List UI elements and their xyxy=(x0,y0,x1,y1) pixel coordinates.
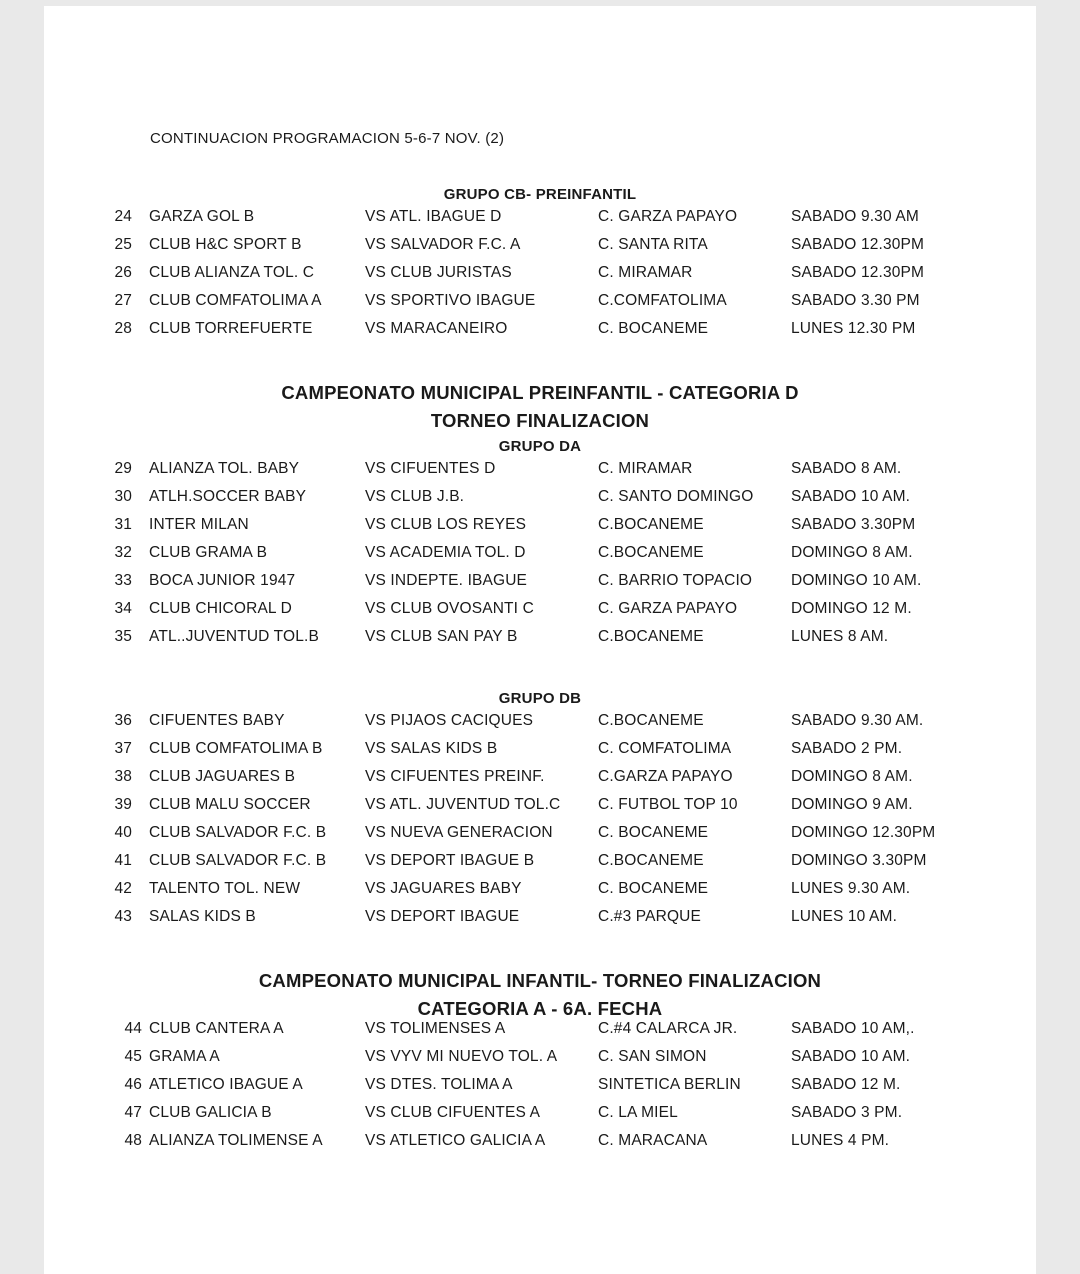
home-team: CLUB JAGUARES B xyxy=(149,768,296,785)
match-time: SABADO 12.30PM xyxy=(791,264,925,281)
match-row xyxy=(44,320,1036,342)
home-team: ALIANZA TOL. BABY xyxy=(149,460,300,477)
away-team: VS CLUB J.B. xyxy=(365,488,465,505)
away-team: VS SPORTIVO IBAGUE xyxy=(365,292,536,309)
match-time: SABADO 2 PM. xyxy=(791,740,903,757)
match-row xyxy=(44,264,1036,286)
venue: C. GARZA PAPAYO xyxy=(598,600,738,617)
away-team: VS MARACANEIRO xyxy=(365,320,508,337)
home-team: CLUB GALICIA B xyxy=(149,1104,272,1121)
match-number: 44 xyxy=(124,1020,142,1037)
venue: C.#4 CALARCA JR. xyxy=(598,1020,738,1037)
home-team: TALENTO TOL. NEW xyxy=(149,880,301,897)
home-team: CLUB COMFATOLIMA B xyxy=(149,740,323,757)
match-number: 47 xyxy=(124,1104,142,1121)
away-team: VS ATL. IBAGUE D xyxy=(365,208,502,225)
home-team: CLUB CANTERA A xyxy=(149,1020,284,1037)
home-team: CIFUENTES BABY xyxy=(149,712,285,729)
match-row xyxy=(44,712,1036,734)
venue: C.BOCANEME xyxy=(598,516,704,533)
document-heading: CONTINUACION PROGRAMACION 5-6-7 NOV. (2) xyxy=(150,130,505,147)
section-title: CAMPEONATO MUNICIPAL INFANTIL- TORNEO FINALIZACION xyxy=(258,970,822,991)
match-row xyxy=(44,460,1036,482)
venue: C.GARZA PAPAYO xyxy=(598,768,733,785)
match-time: SABADO 3.30PM xyxy=(791,516,916,533)
away-team: VS ATL. JUVENTUD TOL.C xyxy=(365,796,561,813)
venue: C. COMFATOLIMA xyxy=(598,740,732,757)
match-time: SABADO 9.30 AM. xyxy=(791,712,924,729)
away-team: VS ATLETICO GALICIA A xyxy=(365,1132,546,1149)
away-team: VS CIFUENTES PREINF. xyxy=(365,768,545,785)
match-row xyxy=(44,236,1036,258)
match-row xyxy=(44,208,1036,230)
away-team: VS CLUB SAN PAY B xyxy=(365,628,518,645)
match-time: SABADO 3.30 PM xyxy=(791,292,920,309)
match-time: DOMINGO 12 M. xyxy=(791,600,912,617)
match-time: LUNES 10 AM. xyxy=(791,908,898,925)
match-number: 40 xyxy=(114,824,132,841)
match-time: LUNES 8 AM. xyxy=(791,628,889,645)
match-time: DOMINGO 8 AM. xyxy=(791,768,913,785)
away-team: VS CIFUENTES D xyxy=(365,460,496,477)
match-row xyxy=(44,544,1036,566)
match-time: SABADO 10 AM. xyxy=(791,1048,911,1065)
match-number: 27 xyxy=(114,292,132,309)
home-team: BOCA JUNIOR 1947 xyxy=(149,572,296,589)
venue: C.BOCANEME xyxy=(598,628,704,645)
venue: C. SAN SIMON xyxy=(598,1048,707,1065)
venue: C. BOCANEME xyxy=(598,824,709,841)
match-number: 34 xyxy=(114,600,132,617)
document-page xyxy=(44,6,1036,1274)
match-number: 43 xyxy=(114,908,132,925)
match-row xyxy=(44,292,1036,314)
venue: C. MIRAMAR xyxy=(598,460,693,477)
home-team: CLUB H&C SPORT B xyxy=(149,236,302,253)
venue: C.BOCANEME xyxy=(598,544,704,561)
match-number: 26 xyxy=(114,264,132,281)
match-number: 46 xyxy=(124,1076,142,1093)
match-row xyxy=(44,628,1036,650)
home-team: CLUB ALIANZA TOL. C xyxy=(149,264,315,281)
home-team: ATL..JUVENTUD TOL.B xyxy=(149,628,319,645)
match-number: 30 xyxy=(114,488,132,505)
match-number: 32 xyxy=(114,544,132,561)
match-number: 38 xyxy=(114,768,132,785)
match-row xyxy=(44,1076,1036,1098)
venue: C. LA MIEL xyxy=(598,1104,678,1121)
venue: C.BOCANEME xyxy=(598,712,704,729)
away-team: VS DEPORT IBAGUE B xyxy=(365,852,535,869)
venue: SINTETICA BERLIN xyxy=(598,1076,741,1093)
home-team: ATLETICO IBAGUE A xyxy=(149,1076,303,1093)
match-time: DOMINGO 8 AM. xyxy=(791,544,913,561)
match-time: DOMINGO 9 AM. xyxy=(791,796,913,813)
home-team: CLUB TORREFUERTE xyxy=(149,320,313,337)
home-team: GARZA GOL B xyxy=(149,208,255,225)
match-time: LUNES 12.30 PM xyxy=(791,320,916,337)
away-team: VS SALAS KIDS B xyxy=(365,740,498,757)
match-time: SABADO 3 PM. xyxy=(791,1104,903,1121)
match-row xyxy=(44,1048,1036,1070)
venue: C. BOCANEME xyxy=(598,320,709,337)
match-number: 42 xyxy=(114,880,132,897)
venue: C. MIRAMAR xyxy=(598,264,693,281)
match-number: 24 xyxy=(114,208,132,225)
home-team: CLUB GRAMA B xyxy=(149,544,268,561)
match-row xyxy=(44,572,1036,594)
venue: C. GARZA PAPAYO xyxy=(598,208,738,225)
match-row xyxy=(44,908,1036,930)
match-time: SABADO 10 AM,. xyxy=(791,1020,915,1037)
venue: C.#3 PARQUE xyxy=(598,908,702,925)
home-team: INTER MILAN xyxy=(149,516,249,533)
home-team: CLUB COMFATOLIMA A xyxy=(149,292,322,309)
venue: C. FUTBOL TOP 10 xyxy=(598,796,738,813)
venue: C. BARRIO TOPACIO xyxy=(598,572,753,589)
group-title: GRUPO DA xyxy=(498,438,582,455)
match-number: 29 xyxy=(114,460,132,477)
match-row xyxy=(44,796,1036,818)
group-title: GRUPO DB xyxy=(498,690,582,707)
match-row xyxy=(44,600,1036,622)
match-time: SABADO 8 AM. xyxy=(791,460,902,477)
match-number: 41 xyxy=(114,852,132,869)
away-team: VS CLUB CIFUENTES A xyxy=(365,1104,541,1121)
match-row xyxy=(44,1104,1036,1126)
match-time: DOMINGO 3.30PM xyxy=(791,852,927,869)
away-team: VS INDEPTE. IBAGUE xyxy=(365,572,528,589)
match-time: SABADO 12 M. xyxy=(791,1076,901,1093)
away-team: VS VYV MI NUEVO TOL. A xyxy=(365,1048,558,1065)
match-time: SABADO 10 AM. xyxy=(791,488,911,505)
match-row xyxy=(44,1132,1036,1154)
away-team: VS ACADEMIA TOL. D xyxy=(365,544,526,561)
match-number: 48 xyxy=(124,1132,142,1149)
match-number: 45 xyxy=(124,1048,142,1065)
match-time: LUNES 4 PM. xyxy=(791,1132,890,1149)
away-team: VS DEPORT IBAGUE xyxy=(365,908,520,925)
match-row xyxy=(44,824,1036,846)
away-team: VS PIJAOS CACIQUES xyxy=(365,712,534,729)
match-number: 36 xyxy=(114,712,132,729)
match-number: 28 xyxy=(114,320,132,337)
match-number: 35 xyxy=(114,628,132,645)
match-time: DOMINGO 12.30PM xyxy=(791,824,936,841)
match-row xyxy=(44,516,1036,538)
venue: C. BOCANEME xyxy=(598,880,709,897)
match-time: DOMINGO 10 AM. xyxy=(791,572,922,589)
away-team: VS SALVADOR F.C. A xyxy=(365,236,521,253)
match-number: 25 xyxy=(114,236,132,253)
match-number: 37 xyxy=(114,740,132,757)
match-row xyxy=(44,880,1036,902)
away-team: VS CLUB JURISTAS xyxy=(365,264,512,281)
venue: C. SANTO DOMINGO xyxy=(598,488,754,505)
match-number: 39 xyxy=(114,796,132,813)
match-row xyxy=(44,740,1036,762)
away-team: VS CLUB OVOSANTI C xyxy=(365,600,534,617)
match-time: LUNES 9.30 AM. xyxy=(791,880,911,897)
section-title: CAMPEONATO MUNICIPAL PREINFANTIL - CATEGORIA D xyxy=(281,382,799,403)
match-row xyxy=(44,1020,1036,1042)
match-number: 33 xyxy=(114,572,132,589)
home-team: GRAMA A xyxy=(149,1048,220,1065)
match-time: SABADO 12.30PM xyxy=(791,236,925,253)
venue: C. MARACANA xyxy=(598,1132,708,1149)
match-number: 31 xyxy=(114,516,132,533)
home-team: CLUB SALVADOR F.C. B xyxy=(149,852,327,869)
match-row xyxy=(44,768,1036,790)
match-time: SABADO 9.30 AM xyxy=(791,208,919,225)
home-team: SALAS KIDS B xyxy=(149,908,256,925)
venue: C.COMFATOLIMA xyxy=(598,292,727,309)
away-team: VS DTES. TOLIMA A xyxy=(365,1076,513,1093)
venue: C. SANTA RITA xyxy=(598,236,708,253)
home-team: ATLH.SOCCER BABY xyxy=(149,488,307,505)
home-team: CLUB MALU SOCCER xyxy=(149,796,311,813)
section-subtitle: CATEGORIA A - 6A. FECHA xyxy=(417,998,663,1019)
away-team: VS NUEVA GENERACION xyxy=(365,824,553,841)
match-row xyxy=(44,488,1036,510)
group-title: GRUPO CB- PREINFANTIL xyxy=(443,186,637,203)
venue: C.BOCANEME xyxy=(598,852,704,869)
match-row xyxy=(44,852,1036,874)
home-team: CLUB SALVADOR F.C. B xyxy=(149,824,327,841)
away-team: VS TOLIMENSES A xyxy=(365,1020,506,1037)
section-subtitle: TORNEO FINALIZACION xyxy=(430,410,650,431)
away-team: VS JAGUARES BABY xyxy=(365,880,522,897)
home-team: ALIANZA TOLIMENSE A xyxy=(149,1132,323,1149)
away-team: VS CLUB LOS REYES xyxy=(365,516,527,533)
home-team: CLUB CHICORAL D xyxy=(149,600,292,617)
